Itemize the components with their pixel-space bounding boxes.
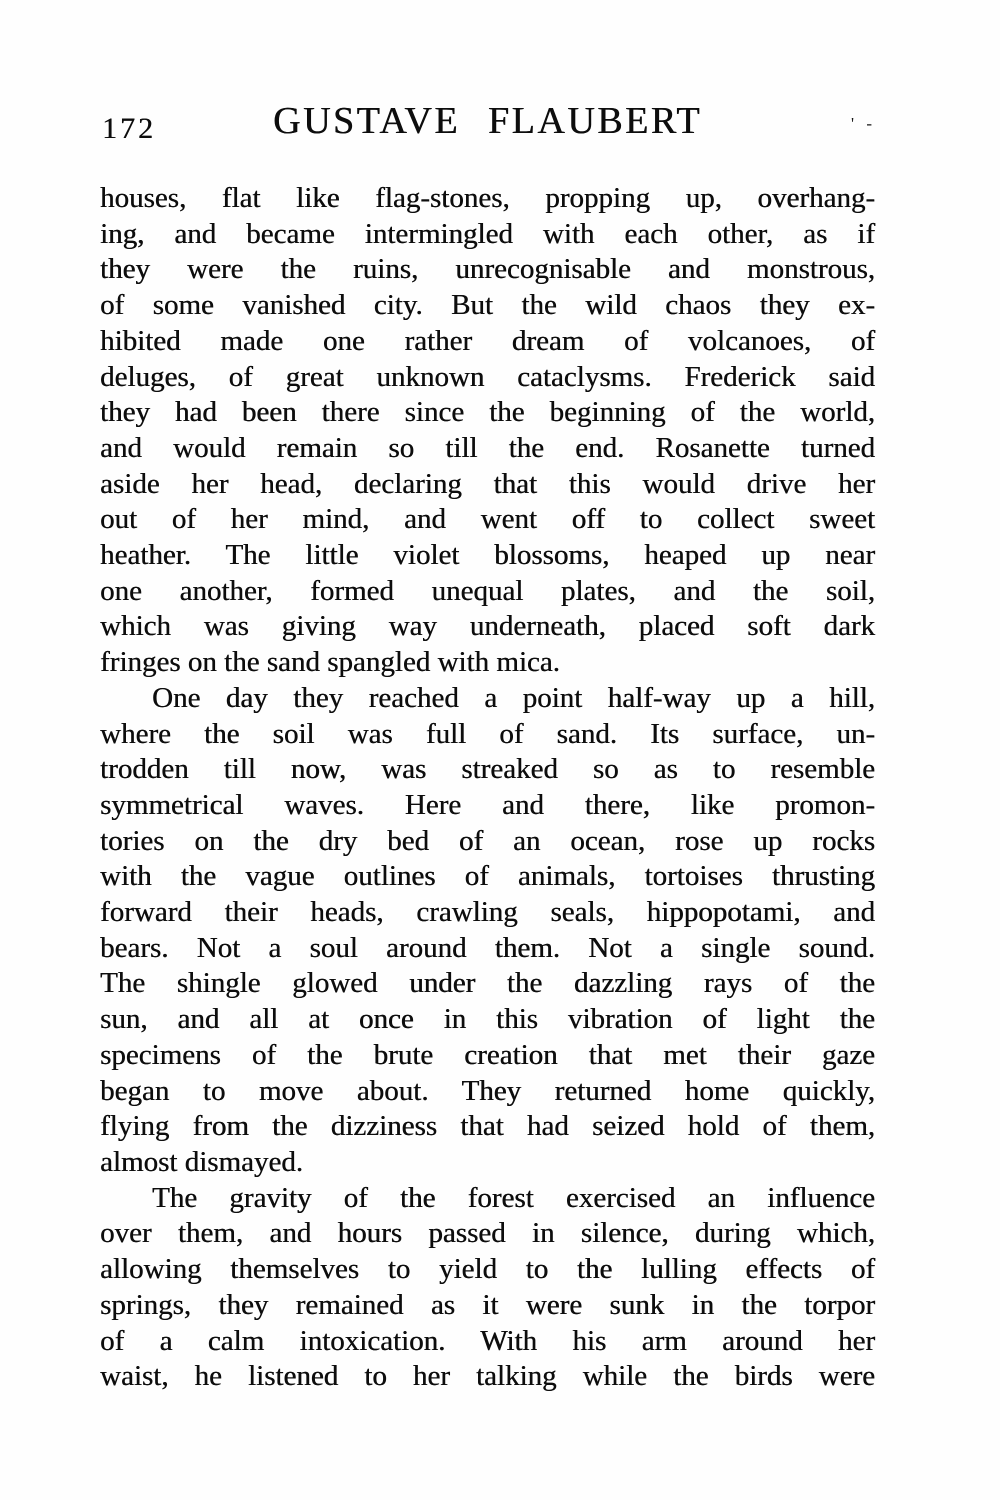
text-line: almost dismayed. [100, 1145, 303, 1178]
text-line: bears. Not a soul around them. Not a single sound. [100, 931, 875, 964]
text-line: out of her mind, and went off to collect sweet [100, 503, 875, 536]
text-line: sun, and all at once in this vibration of light the [100, 1003, 875, 1036]
text-line: The shingle glowed under the dazzling rays of the [100, 967, 875, 1000]
text-line: tories on the dry bed of an ocean, rose up rocks [100, 824, 875, 857]
text-line: and would remain so till the end. Rosanette turned [100, 431, 875, 464]
text-line: symmetrical waves. Here and there, like promon- [100, 788, 875, 821]
text-line: of a calm intoxication. With his arm around her [100, 1324, 875, 1357]
text-line: fringes on the sand spangled with mica. [100, 646, 560, 679]
text-line: allowing themselves to yield to the lulling effects of [100, 1253, 875, 1286]
text-line: they were the ruins, unrecognisable and monstrous, [100, 253, 875, 286]
text-line: flying from the dizziness that had seized hold of them, [100, 1110, 875, 1143]
text-line: heather. The little violet blossoms, heaped up near [100, 539, 875, 572]
text-line: specimens of the brute creation that met their gaze [100, 1038, 875, 1071]
text-line: of some vanished city. But the wild chaos they ex- [100, 289, 875, 322]
text-line: hibited made one rather dream of volcanoes, of [100, 324, 875, 357]
text-line: waist, he listened to her talking while the birds were [100, 1360, 875, 1393]
text-line: one another, formed unequal plates, and the soil, [100, 574, 875, 607]
text-line: began to move about. They returned home quickly, [100, 1074, 875, 1107]
text-line: aside her head, declaring that this would drive her [100, 467, 875, 500]
text-line: over them, and hours passed in silence, during which, [100, 1217, 875, 1250]
text-line: forward their heads, crawling seals, hippopotami, and [100, 896, 875, 929]
text-line: ing, and became intermingled with each other, as if [100, 217, 875, 250]
text-line: springs, they remained as it were sunk in the torpor [100, 1288, 875, 1321]
ink-speck: ' - [851, 114, 876, 133]
text-line: which was giving way underneath, placed soft dark [100, 610, 875, 643]
text-line: houses, flat like flag-stones, propping up, overhang- [100, 182, 875, 214]
text-line: The gravity of the forest exercised an influence [152, 1181, 875, 1214]
text-line: with the vague outlines of animals, tortoises thrusting [100, 860, 875, 893]
text-line: trodden till now, was streaked so as to resemble [100, 753, 875, 786]
text-line: deluges, of great unknown cataclysms. Frederick said [100, 360, 875, 393]
text-line: One day they reached a point half-way up a hill, [152, 681, 875, 714]
body-text [100, 181, 875, 1395]
page-number: 172 [102, 112, 156, 145]
running-title: GUSTAVE FLAUBERT [273, 100, 702, 142]
text-line: where the soil was full of sand. Its surface, un- [100, 717, 875, 750]
text-line: they had been there since the beginning of the world, [100, 396, 875, 429]
